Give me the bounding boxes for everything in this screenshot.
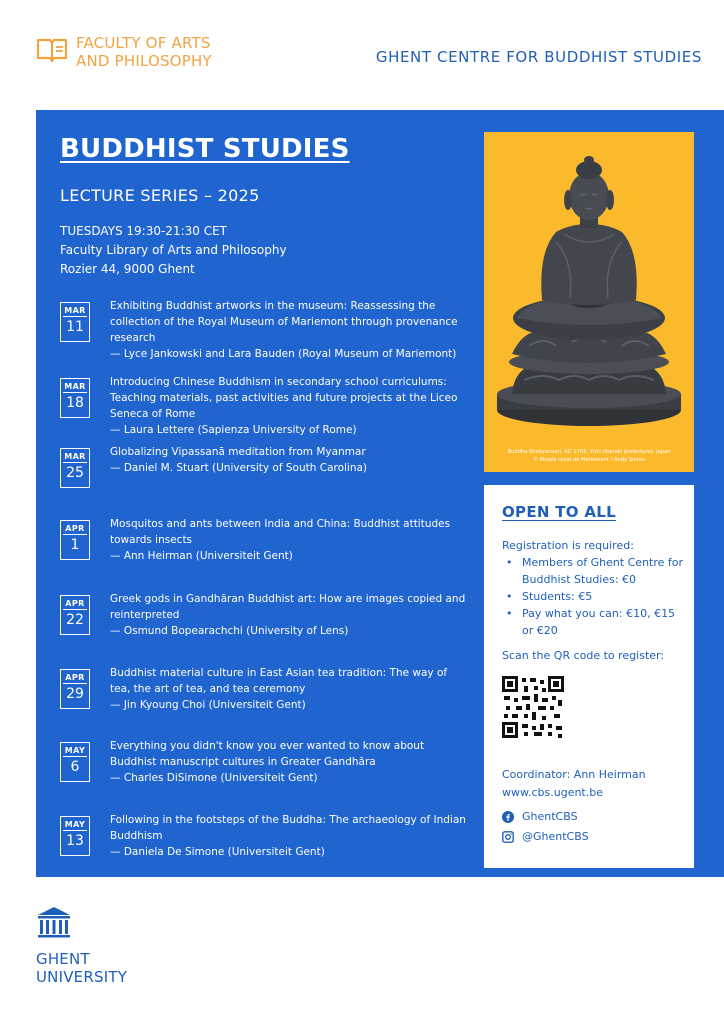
facebook-link[interactable] (502, 808, 694, 826)
date-badge (60, 520, 90, 560)
event-info (60, 222, 287, 279)
lecture-speaker: — Daniel M. Stuart (University of South Carolina) (110, 462, 368, 474)
facebook-icon (502, 811, 514, 823)
date-month: MAY (64, 820, 86, 829)
caption-line1: Buddha Shakyamuni, AD 1705, Yūki (Ibaraki prefecture), Japan (507, 449, 671, 455)
lecture-title: Following in the footsteps of the Buddha: The archaeology of Indian Buddhism (110, 814, 466, 842)
university-line1: GHENT (36, 950, 90, 968)
lecture-title: Exhibiting Buddhist artworks in the museum: Reassessing the collection of the Royal Museum of Mariemont through provenance research (110, 300, 458, 344)
date-month: MAR (64, 382, 86, 391)
fee-item: • Pay what you can: €10, €15 or €20 (502, 605, 688, 639)
lecture-item (60, 444, 480, 488)
date-day: 29 (66, 686, 84, 703)
centre-name: GHENT CENTRE FOR BUDDHIST STUDIES (375, 48, 702, 66)
lecture-title: Mosquitos and ants between India and China: Buddhist attitudes towards insects (110, 518, 451, 546)
date-month: MAR (64, 452, 86, 461)
lecture-item (60, 516, 480, 564)
date-month: APR (65, 599, 85, 608)
date-badge (60, 816, 90, 856)
instagram-handle: @GhentCBS (522, 830, 589, 843)
registration-box (484, 485, 694, 868)
date-day: 11 (66, 319, 84, 336)
date-badge (60, 448, 90, 488)
lecture-speaker: — Laura Lettere (Sapienza University of Rome) (110, 424, 357, 436)
date-day: 1 (70, 537, 80, 554)
date-badge (60, 742, 90, 782)
lecture-speaker: — Jin Kyoung Choi (Universiteit Gent) (110, 699, 306, 711)
university-line2: UNIVERSITY (36, 968, 128, 986)
date-day: 13 (66, 833, 84, 850)
open-title: OPEN TO ALL (502, 503, 616, 521)
lecture-item (60, 738, 480, 786)
faculty-line1: FACULTY OF ARTS (76, 34, 211, 52)
event-address: Rozier 44, 9000 Ghent (60, 262, 195, 276)
university-logo (36, 906, 127, 986)
qr-code[interactable] (502, 676, 564, 738)
date-month: MAY (64, 746, 86, 755)
fee-item: • Students: €5 (502, 588, 688, 605)
date-month: MAR (64, 306, 86, 315)
faculty-logo (36, 34, 212, 70)
date-day: 25 (66, 465, 84, 482)
lecture-speaker: — Osmund Bopearachchi (University of Lens) (110, 625, 349, 637)
lecture-title: Everything you didn't know you ever wanted to know about Buddhist manuscript cultures in Greater Gandhāra (110, 740, 425, 768)
date-day: 6 (70, 759, 80, 776)
faculty-line2: AND PHILOSOPHY (76, 52, 212, 70)
website-link[interactable]: www.cbs.ugent.be (502, 786, 603, 799)
date-day: 18 (66, 395, 84, 412)
instagram-icon (502, 831, 514, 843)
buddha-image (484, 132, 694, 472)
caption-line2: © Musée royal de Mariemont / Andy Simon (532, 457, 646, 463)
date-badge (60, 669, 90, 709)
image-caption (484, 448, 694, 464)
fee-list (502, 554, 694, 639)
coordinator: Coordinator: Ann Heirman (502, 768, 646, 781)
buddha-statue-icon (484, 132, 694, 472)
date-badge (60, 302, 90, 342)
facebook-handle: GhentCBS (522, 810, 578, 823)
lecture-title: Introducing Chinese Buddhism in secondary school curriculums: Teaching materials, past activities and future projects at the Liceo Seneca of Rome (110, 376, 458, 420)
scan-note: Scan the QR code to register: (502, 649, 665, 662)
registration-note: Registration is required: (502, 539, 634, 552)
event-time: TUESDAYS 19:30-21:30 CET (60, 224, 227, 238)
date-badge (60, 378, 90, 418)
lecture-title: Buddhist material culture in East Asian tea tradition: The way of tea, the art of tea, and tea ceremony (110, 667, 448, 695)
book-icon (36, 36, 68, 64)
lecture-speaker: — Daniela De Simone (Universiteit Gent) (110, 846, 325, 858)
instagram-link[interactable] (502, 828, 694, 846)
subtitle: LECTURE SERIES – 2025 (60, 186, 260, 205)
lecture-item (60, 812, 480, 860)
date-day: 22 (66, 612, 84, 629)
date-badge (60, 595, 90, 635)
lecture-title: Globalizing Vipassanā meditation from Myanmar (110, 446, 366, 458)
event-venue: Faculty Library of Arts and Philosophy (60, 243, 287, 257)
lecture-item (60, 374, 480, 438)
lecture-speaker: — Ann Heirman (Universiteit Gent) (110, 550, 293, 562)
lecture-item (60, 298, 480, 362)
lecture-title: Greek gods in Gandhāran Buddhist art: How are images copied and reinterpreted (110, 593, 466, 621)
lecture-speaker: — Charles DiSimone (Universiteit Gent) (110, 772, 318, 784)
lecture-speaker: — Lyce Jankowski and Lara Bauden (Royal Museum of Mariemont) (110, 348, 457, 360)
main-panel (36, 110, 724, 877)
lecture-item (60, 591, 480, 639)
page-title: BUDDHIST STUDIES (60, 134, 350, 164)
date-month: APR (65, 524, 85, 533)
university-building-icon (36, 906, 72, 940)
lecture-item (60, 665, 480, 713)
fee-item: • Members of Ghent Centre for Buddhist Studies: €0 (502, 554, 688, 588)
date-month: APR (65, 673, 85, 682)
